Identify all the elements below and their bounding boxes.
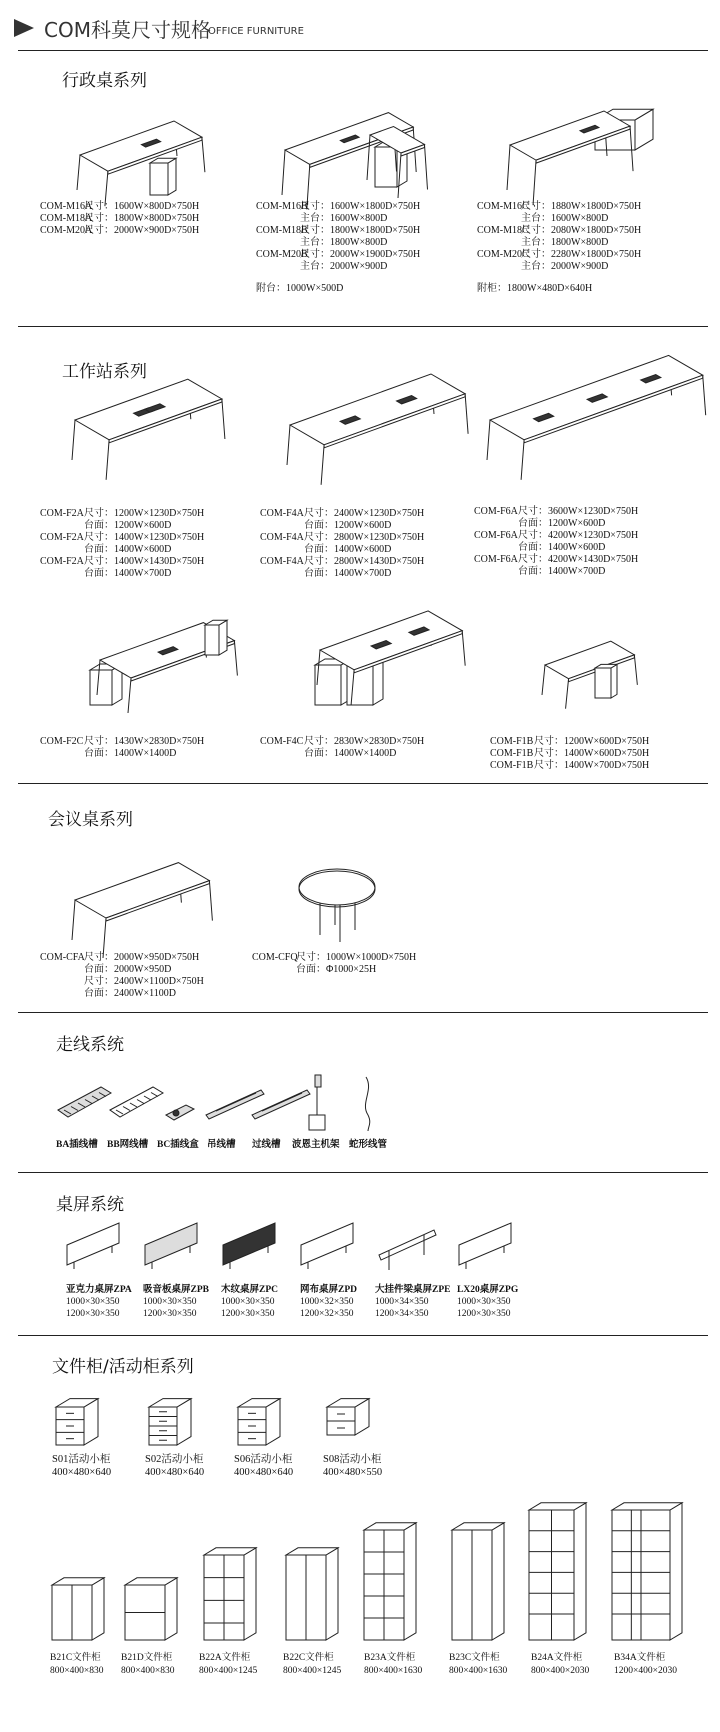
file-cabinet-size: 800×400×1245: [199, 1666, 258, 1676]
spec-line: [40, 508, 204, 520]
spec-line: [252, 964, 376, 976]
spec-text: 台面：1400W×700D: [304, 568, 392, 579]
spec-line: [474, 530, 638, 542]
spec-line: [477, 249, 641, 261]
file-cabinet-size: 1200×400×2030: [614, 1666, 677, 1676]
workstation-2-seat-drawing: [65, 380, 265, 480]
screen-size: 1200×30×350: [143, 1309, 197, 1319]
screen-size: 1200×32×350: [300, 1309, 354, 1319]
model-code: COM-F2A: [40, 556, 84, 567]
file-cabinet-name: B24A文件柜: [531, 1653, 583, 1663]
model-code: COM-F1B: [490, 736, 534, 747]
spec-text: 尺寸：1000W×1000D×750H: [296, 952, 417, 963]
spec-text: 尺寸：1600W×800D×750H: [84, 201, 200, 212]
model-code: COM-F4A: [260, 532, 304, 543]
spec-line: [40, 988, 176, 1000]
file-cabinet-size: 800×400×1630: [364, 1666, 423, 1676]
pedestal-drawing: [145, 1395, 205, 1450]
spec-line: [256, 213, 387, 225]
file-cabinet-name: B22C文件柜: [283, 1653, 334, 1663]
pedestal-size: 400×480×640: [52, 1467, 112, 1478]
snake-cable-spine-icon: [346, 1075, 406, 1135]
spec-line: [40, 748, 176, 760]
spec-text: 主台：1800W×800D: [300, 237, 388, 248]
spec-line: [260, 736, 424, 748]
spec-text: 尺寸：2800W×1430D×750H: [304, 556, 425, 567]
spec-text: 主台：2000W×900D: [300, 261, 388, 272]
spec-line: [260, 520, 391, 532]
spec-text: 尺寸：4200W×1230D×750H: [518, 530, 639, 541]
spec-extra: 附台：1000W×500D: [256, 283, 344, 294]
spec-text: 尺寸：1200W×1230D×750H: [84, 508, 205, 519]
desk-single-pedestal-drawing: [535, 630, 720, 730]
spec-line: [40, 964, 171, 976]
pedestal-size: 400×480×640: [234, 1467, 294, 1478]
spec-text: 尺寸：2000W×900D×750H: [84, 225, 200, 236]
section-title-cabling: 走线系统: [56, 1035, 124, 1055]
screen-name: LX20桌屏ZPG: [457, 1285, 519, 1295]
pedestal-name: S06活动小柜: [234, 1454, 293, 1465]
spec-text: 台面：Φ1000×25H: [296, 964, 377, 975]
file-cabinet-size: 800×400×1245: [283, 1666, 342, 1676]
spec-line: [474, 542, 605, 554]
file-cabinet-drawing: [450, 1516, 510, 1642]
cable-tray-icon: [56, 1075, 116, 1135]
model-code: COM-M20C: [477, 249, 529, 260]
cable-item-label: BA插线槽: [56, 1140, 98, 1150]
screen-size: 1200×34×350: [375, 1309, 429, 1319]
round-conference-table-drawing: [295, 855, 495, 945]
spec-text: 台面：1400W×600D: [518, 542, 606, 553]
file-cabinet-name: B23C文件柜: [449, 1653, 500, 1663]
model-code: COM-M18A: [40, 213, 93, 224]
spec-line: [260, 544, 391, 556]
spec-line: [260, 568, 391, 580]
screen-size: 1000×34×350: [375, 1297, 429, 1307]
spec-line: [256, 249, 420, 261]
model-code: COM-M18C: [477, 225, 529, 236]
lx20-screen-icon: [456, 1215, 526, 1270]
spec-line: [260, 556, 424, 568]
screen-size: 1000×30×350: [66, 1297, 120, 1307]
file-cabinet-name: B22A文件柜: [199, 1653, 251, 1663]
spec-line: [477, 201, 641, 213]
spec-text: 台面：2000W×950D: [84, 964, 172, 975]
spec-line: [260, 532, 424, 544]
spec-line: [474, 566, 605, 578]
model-code: COM-F4A: [260, 508, 304, 519]
file-cabinet-drawing: [362, 1516, 422, 1642]
spec-line: [40, 225, 199, 237]
file-cabinet-name: B21C文件柜: [50, 1653, 101, 1663]
spec-text: 台面：1400W×600D: [84, 544, 172, 555]
acrylic-screen-icon: [64, 1215, 134, 1270]
pedestal-size: 400×480×550: [323, 1467, 383, 1478]
page-subtitle: OFFICE FURNITURE: [208, 26, 304, 37]
spec-line: [40, 520, 171, 532]
model-code: COM-F1B: [490, 748, 534, 759]
spec-line: [260, 508, 424, 520]
model-code: COM-F4C: [260, 736, 304, 747]
spec-line: [40, 532, 204, 544]
model-code: COM-CFA: [40, 952, 85, 963]
fabric-screen-icon: [298, 1215, 368, 1270]
workstation-6-seat-drawing: [480, 370, 680, 470]
acoustic-screen-icon: [142, 1215, 212, 1270]
model-code: COM-M20B: [256, 249, 308, 260]
model-code: COM-M18B: [256, 225, 308, 236]
spec-line: [40, 201, 199, 213]
spec-text: 台面：1400W×1400D: [84, 748, 177, 759]
file-cabinet-drawing: [202, 1541, 262, 1642]
spec-text: 台面：2400W×1100D: [84, 988, 176, 999]
file-cabinet-size: 800×400×830: [50, 1666, 104, 1676]
spec-text: 尺寸：3600W×1230D×750H: [518, 506, 639, 517]
spec-text: 尺寸：2400W×1100D×750H: [84, 976, 204, 987]
screen-name: 木纹桌屏ZPC: [221, 1285, 279, 1295]
divider: [18, 326, 708, 327]
spec-text: 主台：1600W×800D: [300, 213, 388, 224]
spec-line: [256, 201, 420, 213]
section-title-conference: 会议桌系列: [48, 810, 133, 830]
workstation-4-seat-drawing: [280, 380, 480, 480]
model-code: COM-M16B: [256, 201, 308, 212]
spec-text: 尺寸：1430W×2830D×750H: [84, 736, 205, 747]
spec-text: 尺寸：1400W×1430D×750H: [84, 556, 205, 567]
desk-with-side-cabinet-drawing: [500, 90, 700, 190]
file-cabinet-size: 800×400×2030: [531, 1666, 590, 1676]
screen-size: 1000×30×350: [143, 1297, 197, 1307]
spec-text: 尺寸：1880W×1800D×750H: [521, 201, 642, 212]
screen-name: 大挂件梁桌屏ZPE: [375, 1285, 451, 1295]
spec-line: [477, 213, 608, 225]
screen-size: 1000×30×350: [457, 1297, 511, 1307]
spec-line: [490, 760, 649, 772]
model-code: COM-CFQ: [252, 952, 298, 963]
pedestal-drawing: [52, 1395, 112, 1450]
file-cabinet-name: B21D文件柜: [121, 1653, 173, 1663]
file-cabinet-name: B23A文件柜: [364, 1653, 416, 1663]
screen-size: 1200×30×350: [66, 1309, 120, 1319]
spec-line: [477, 261, 608, 273]
spec-line: [256, 225, 420, 237]
pedestal-name: S02活动小柜: [145, 1454, 204, 1465]
page-title: COM科莫尺寸规格: [44, 18, 211, 42]
divider: [18, 1012, 708, 1013]
spec-text: 台面：1200W×600D: [84, 520, 172, 531]
model-code: COM-F1B: [490, 760, 534, 771]
spec-line: [490, 736, 649, 748]
spec-line: [490, 748, 649, 760]
spec-text: 尺寸：2400W×1230D×750H: [304, 508, 425, 519]
divider: [18, 1172, 708, 1173]
cable-item-label: 吊线槽: [207, 1140, 236, 1150]
file-cabinet-drawing: [123, 1571, 183, 1642]
spec-text: 尺寸：1400W×700D×750H: [534, 760, 650, 771]
pedestal-name: S08活动小柜: [323, 1454, 382, 1465]
cable-item-label: 蛇形线管: [349, 1140, 388, 1150]
spec-text: 尺寸：2280W×1800D×750H: [521, 249, 642, 260]
section-title-screens: 桌屏系统: [56, 1195, 124, 1215]
section-title-workstation: 工作站系列: [62, 362, 147, 382]
model-code: COM-F4A: [260, 556, 304, 567]
pedestal-drawing: [234, 1395, 294, 1450]
divider: [18, 1335, 708, 1336]
file-cabinet-drawing: [50, 1571, 110, 1642]
screen-size: 1200×30×350: [457, 1309, 511, 1319]
cable-item-label: BB网线槽: [107, 1140, 149, 1150]
spec-text: 尺寸：2800W×1230D×750H: [304, 532, 425, 543]
spec-line: [40, 568, 171, 580]
spec-text: 尺寸：4200W×1430D×750H: [518, 554, 639, 565]
spec-line: [40, 976, 204, 988]
pedestal-size: 400×480×640: [145, 1467, 205, 1478]
spec-text: 台面：1400W×1400D: [304, 748, 397, 759]
screen-name: 亚克力桌屏ZPA: [66, 1285, 132, 1295]
spec-text: 主台：1600W×800D: [521, 213, 609, 224]
pedestal-drawing: [323, 1395, 383, 1450]
file-cabinet-name: B34A文件柜: [614, 1653, 666, 1663]
workstation-2-curved-drawing: [80, 615, 280, 715]
spec-line: [40, 556, 204, 568]
spec-text: 尺寸：2000W×1900D×750H: [300, 249, 421, 260]
spec-line: [474, 518, 605, 530]
model-code: COM-M20A: [40, 225, 93, 236]
spec-text: 尺寸：2000W×950D×750H: [84, 952, 200, 963]
spec-text: 尺寸：2830W×2830D×750H: [304, 736, 425, 747]
screen-name: 网布桌屏ZPD: [300, 1285, 358, 1295]
spec-line: [256, 237, 387, 249]
arrow-right-icon: [14, 19, 34, 37]
model-code: COM-F2A: [40, 508, 84, 519]
file-cabinet-size: 800×400×830: [121, 1666, 175, 1676]
screen-name: 吸音板桌屏ZPB: [143, 1285, 209, 1295]
screen-size: 1000×32×350: [300, 1297, 354, 1307]
file-cabinet-size: 800×400×1630: [449, 1666, 508, 1676]
spec-text: 台面：1400W×600D: [304, 544, 392, 555]
spec-line: [40, 544, 171, 556]
model-code: COM-F6A: [474, 530, 518, 541]
file-cabinet-drawing: [527, 1496, 592, 1642]
section-title-cabinets: 文件柜/活动柜系列: [52, 1357, 194, 1377]
workstation-4-curved-drawing: [305, 610, 505, 710]
spec-text: 尺寸：1600W×1800D×750H: [300, 201, 421, 212]
spec-text: 主台：2000W×900D: [521, 261, 609, 272]
spec-line: [256, 261, 387, 273]
spec-text: 台面：1200W×600D: [304, 520, 392, 531]
spec-line: [474, 554, 638, 566]
spec-line: [477, 237, 608, 249]
desk-with-pedestal-drawing: [70, 95, 270, 195]
spec-line: [252, 952, 416, 964]
screen-size: 1000×30×350: [221, 1297, 275, 1307]
file-cabinet-drawing: [610, 1496, 688, 1642]
spec-line: [474, 506, 638, 518]
model-code: COM-F6A: [474, 506, 518, 517]
model-code: COM-M16A: [40, 201, 93, 212]
cable-item-label: 过线槽: [252, 1140, 281, 1150]
spec-text: 尺寸：1800W×1800D×750H: [300, 225, 421, 236]
wood-screen-icon: [220, 1215, 290, 1270]
spec-text: 台面：1200W×600D: [518, 518, 606, 529]
spec-line: [40, 952, 199, 964]
screen-size: 1200×30×350: [221, 1309, 275, 1319]
spec-line: [40, 213, 199, 225]
rectangular-conference-table-drawing: [65, 840, 265, 930]
spec-text: 主台：1800W×800D: [521, 237, 609, 248]
beam-screen-icon: [374, 1215, 444, 1270]
spec-text: 尺寸：1400W×600D×750H: [534, 748, 650, 759]
model-code: COM-M16C: [477, 201, 529, 212]
section-title-executive: 行政桌系列: [62, 71, 147, 91]
model-code: COM-F2A: [40, 532, 84, 543]
divider: [18, 50, 708, 51]
cable-item-label: BC插线盒: [157, 1140, 199, 1150]
spec-text: 台面：1400W×700D: [518, 566, 606, 577]
pedestal-name: S01活动小柜: [52, 1454, 111, 1465]
spec-text: 尺寸：1200W×600D×750H: [534, 736, 650, 747]
file-cabinet-drawing: [284, 1541, 344, 1642]
l-desk-with-return-drawing: [275, 95, 475, 195]
spec-line: [40, 736, 204, 748]
divider: [18, 783, 708, 784]
spec-text: 尺寸：1400W×1230D×750H: [84, 532, 205, 543]
spec-text: 尺寸：1800W×800D×750H: [84, 213, 200, 224]
spec-text: 尺寸：2080W×1800D×750H: [521, 225, 642, 236]
spec-line: [477, 225, 641, 237]
model-code: COM-F6A: [474, 554, 518, 565]
spec-extra: 附柜：1800W×480D×640H: [477, 283, 593, 294]
cable-item-label: 波恩主机架: [292, 1140, 340, 1150]
spec-text: 台面：1400W×700D: [84, 568, 172, 579]
spec-line: [260, 748, 396, 760]
model-code: COM-F2C: [40, 736, 84, 747]
